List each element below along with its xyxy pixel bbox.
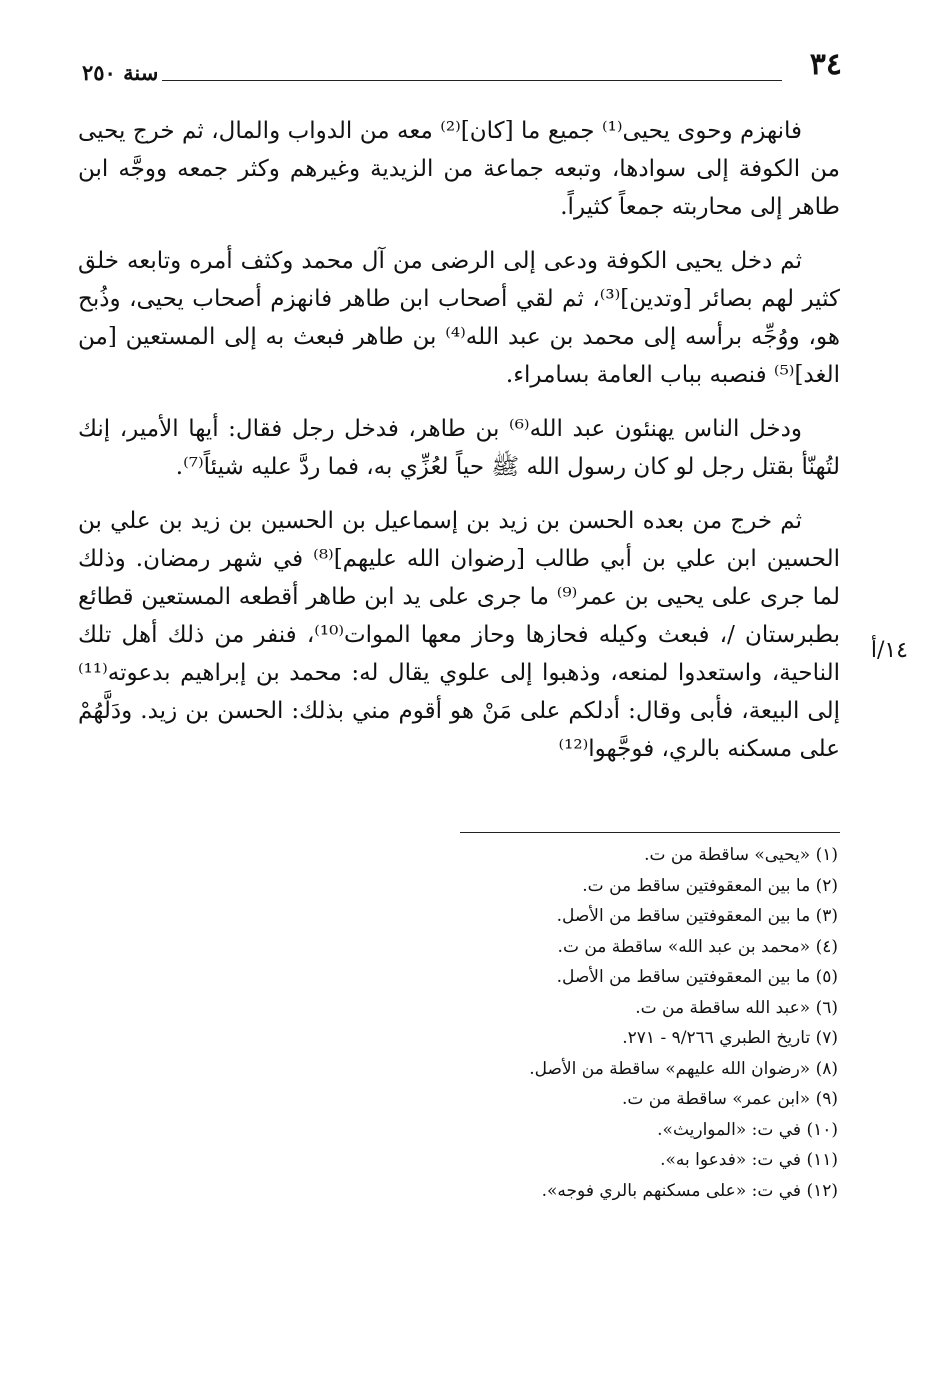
footnote: (٣) ما بين المعقوفتين ساقط من الأصل. (556, 906, 838, 926)
footnote: (٨) «رضوان الله عليهم» ساقطة من الأصل. (529, 1058, 838, 1079)
paragraph: فانهزم وحوى يحيى⁽¹⁾ جميع ما [كان]⁽²⁾ معه من الدواب والمال، ثم خرج يحيى من الكوفة إلى سوادها، وتبعه جماعة من الزيدية وغيرهم وكثر جمعه ووجَّه ابن طاهر إلى محاربته جمعاً كثيراً. (78, 118, 840, 220)
footnote: (١٠) في ت: «المواريث». (657, 1119, 838, 1140)
manuscript-folio-note: ١٤/أ (870, 638, 908, 663)
running-head: سنة ٢٥٠ (82, 60, 159, 85)
footnote: (١١) في ت: «فدعوا به». (660, 1150, 838, 1170)
footnote: (١) «يحيى» ساقطة من ت. (644, 845, 838, 865)
paragraph: ثم خرج من بعده الحسن بن زيد بن إسماعيل بن الحسين بن زيد بن علي بن الحسين ابن علي بن أبي طالب [رضوان الله عليهم]⁽⁸⁾ في شهر رمضان. وذلك لما جرى على يحيى بن عمر⁽⁹⁾ ما جرى على يد ابن طاهر أقطعه المستعين قطائع بطبرستان /، فبعث وكيله فحازها وحاز معها الموات⁽¹⁰⁾، فنفر من ذلك أهل تلك الناحية، واستعدوا لمنعه، وذهبوا إلى علوي يقال له: محمد بن إبراهيم بدعوته⁽¹¹⁾ إلى البيعة، فأبى وقال: أدلكم على مَنْ هو أقوم مني بذلك: الحسن بن زيد. ودَلَّهُمْ على مسكنه بالري، فوجَّهوا⁽¹²⁾ (78, 508, 840, 762)
footnote: (٢) ما بين المعقوفتين ساقط من ت. (582, 875, 838, 896)
footnote: (٤) «محمد بن عبد الله» ساقطة من ت. (557, 936, 838, 957)
footnote: (٥) ما بين المعقوفتين ساقط من الأصل. (556, 967, 838, 987)
paragraph: ثم دخل يحيى الكوفة ودعى إلى الرضى من آل محمد وكثف أمره وتابعه خلق كثير لهم بصائر [وتدين]⁽³⁾، ثم لقي أصحاب ابن طاهر فانهزم أصحاب يحيى، وذُبح هو، ووُجِّه برأسه إلى محمد بن عبد الله⁽⁴⁾ بن طاهر فبعث به إلى المستعين [من الغد]⁽⁵⁾ فنصبه بباب العامة بسامراء. (78, 248, 840, 388)
footnotes (330, 840, 838, 1206)
footnote-separator (460, 832, 840, 833)
paragraph: ودخل الناس يهنئون عبد الله⁽⁶⁾ بن طاهر، فدخل رجل فقال: أيها الأمير، إنك لتُهنّأ بقتل رجل لو كان رسول الله ﷺ حياً لعُزِّي به، فما ردَّ عليه شيئاً⁽⁷⁾. (78, 416, 840, 480)
header-rule (162, 80, 782, 81)
page-number: ٣٤ (809, 47, 842, 82)
footnote: (٩) «ابن عمر» ساقطة من ت. (621, 1089, 838, 1109)
footnote: (٦) «عبد الله ساقطة من ت. (635, 997, 838, 1018)
main-text (78, 112, 840, 784)
page-header (82, 48, 842, 88)
footnote: (٧) تاريخ الطبري ٩/٢٦٦ - ٢٧١. (622, 1028, 838, 1048)
footnote: (١٢) في ت: «على مسكنهم بالري فوجه». (541, 1180, 838, 1201)
